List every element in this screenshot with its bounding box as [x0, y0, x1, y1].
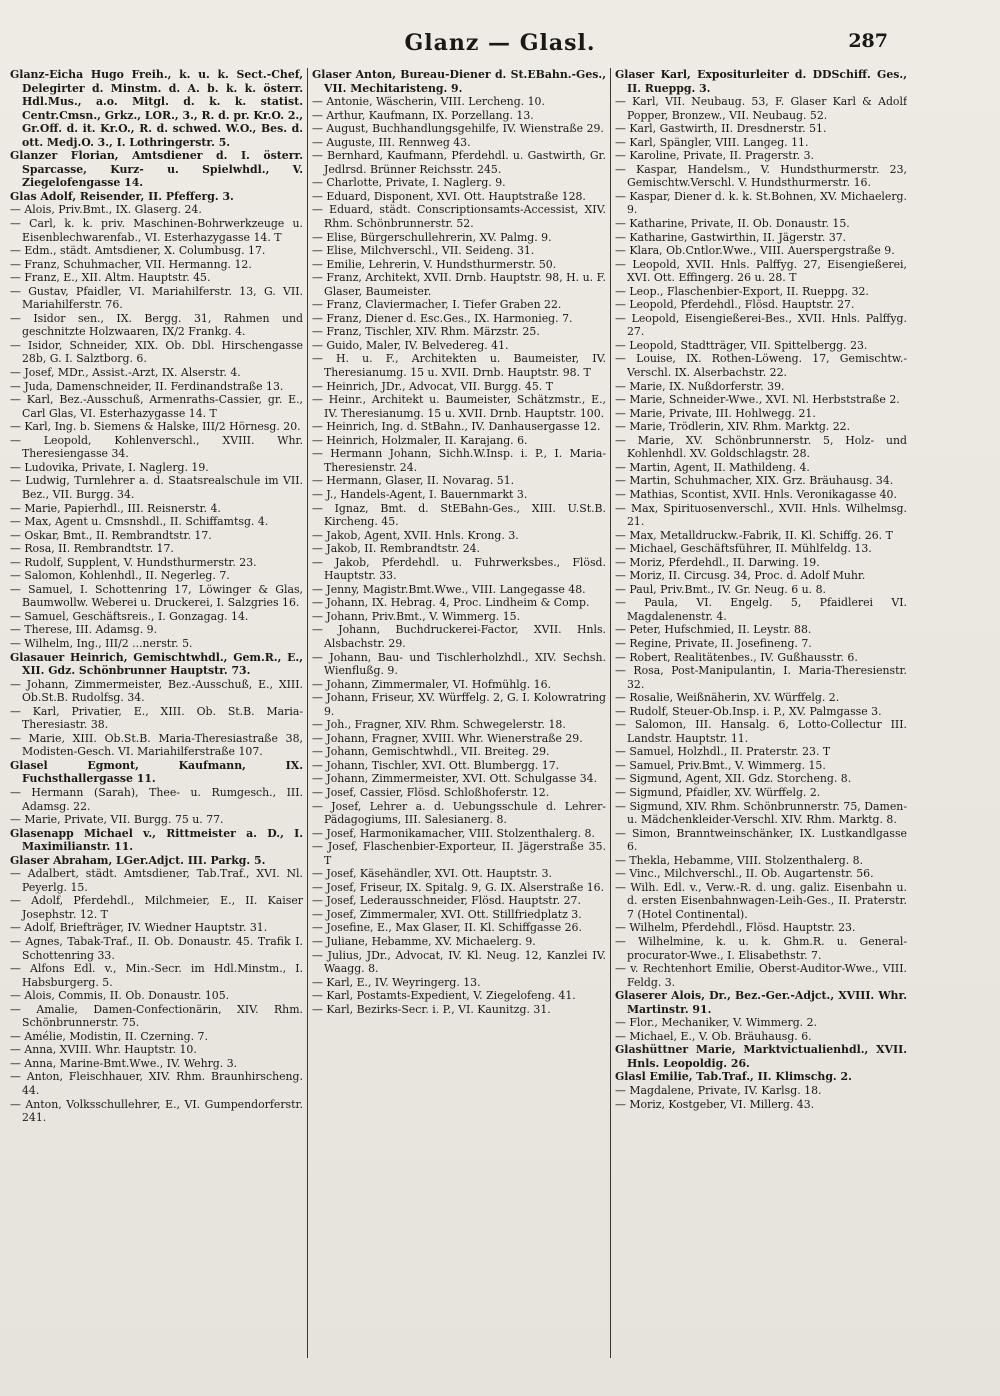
directory-entry: — Josef, Friseur, IX. Spitalg. 9, G. IX. Alserstraße 16. — [312, 880, 605, 894]
directory-entry: — Karl, VII. Neubaug. 53, F. Glaser Karl & Adolf Popper, Bronzew., VII. Neubaug. 52. — [615, 95, 907, 122]
directory-entry: — Marie, IX. Nußdorferstr. 39. — [615, 379, 785, 393]
directory-entry: — Guido, Maler, IV. Belvedereg. 41. — [312, 338, 509, 352]
directory-entry: — Leopold, Eisengießerei-Bes., XVII. Hnls. Palffyg. 27. — [615, 311, 907, 339]
directory-entry: — Wilhelm, Ing., III/2 ...nerstr. 5. — [10, 636, 193, 650]
directory-entry: — Jakob, Pferdehdl. u. Fuhrwerksbes., Flösd. Hauptstr. 33. — [312, 555, 606, 583]
directory-entry: — Sigmund, Pfaidler, XV. Würffelg. 2. — [615, 785, 821, 799]
directory-entry: — Peter, Hufschmied, II. Leystr. 88. — [615, 623, 812, 637]
directory-entry: — H. u. F., Architekten u. Baumeister, IV. Theresianumg. 15 u. XVII. Drnb. Hauptstr. 98. T — [312, 352, 606, 380]
directory-entry: — Karl, Bez.-Ausschuß, Armenraths-Cassier, gr. E., Carl Glas, VI. Esterhazygasse 14. T — [10, 393, 303, 420]
directory-entry: Glasenapp Michael v., Rittmeister a. D., I. Maximilianstr. 11. — [10, 826, 303, 854]
directory-entry: — Leop., Flaschenbier-Export, II. Rueppg. 32. — [615, 284, 869, 298]
directory-entry: — Karl, Bezirks-Secr. i. P., VI. Kaunitzg. 31. — [312, 1002, 551, 1016]
directory-entry: — Josefine, E., Max Glaser, II. Kl. Schiffgasse 26. — [312, 921, 582, 935]
directory-entry: — Salomon, III. Hansalg. 6, Lotto-Collectur III. Landstr. Hauptstr. 11. — [615, 718, 907, 745]
directory-entry: — Vinc., Milchverschl., II. Ob. Augartenstr. 56. — [615, 867, 874, 881]
directory-entry: — Josef, Lederausschneider, Flösd. Hauptstr. 27. — [312, 894, 581, 908]
directory-entry: — Franz, E., XII. Altm. Hauptstr. 45. — [10, 271, 211, 285]
directory-entry: — Moriz, Pferdehdl., II. Darwing. 19. — [615, 555, 820, 569]
directory-entry: — Josef, MDr., Assist.-Arzt, IX. Alserstr. 4. — [10, 366, 241, 380]
directory-entry: — Katharine, Private, II. Ob. Donaustr. 15. — [615, 217, 850, 231]
directory-entry: — Therese, III. Adamsg. 9. — [10, 623, 158, 637]
directory-entry: — Thekla, Hebamme, VIII. Stolzenthalerg. 8. — [615, 853, 864, 867]
directory-entry: — Simon, Branntweinschänker, IX. Lustkandlgasse 6. — [615, 826, 907, 854]
directory-entry: — Kaspar, Handelsm., V. Hundsthurmerstr. 23, Gemischtw.Verschl. V. Hundsthurmerstr. 16. — [615, 162, 907, 190]
directory-entry: — Robert, Realitätenbes., IV. Gußhausstr. 6. — [615, 650, 858, 664]
directory-entry: — Louise, IX. Rothen-Löweng. 17, Gemischtw.-Verschl. IX. Alserbachstr. 22. — [615, 352, 907, 380]
directory-entry: — Jakob, Agent, XVII. Hnls. Krong. 3. — [312, 528, 519, 542]
directory-entry: — Johann, Zimmermaler, VI. Hofmühlg. 16. — [312, 677, 551, 691]
directory-entry: — Karl, Postamts-Expedient, V. Ziegelofeng. 41. — [312, 989, 576, 1003]
directory-entry: — Samuel, Geschäftsreis., I. Gonzagag. 14. — [10, 609, 249, 623]
directory-entry: — Ludwig, Turnlehrer a. d. Staatsrealschule im VII. Bez., VII. Burgg. 34. — [10, 474, 303, 501]
directory-entry: — Leopold, Stadtträger, VII. Spittelbergg. 23. — [615, 338, 868, 352]
directory-entry: — Paula, VI. Engelg. 5, Pfaidlerei VI. Magdalenenstr. 4. — [615, 596, 907, 623]
column-2 — [312, 68, 606, 1368]
column-divider — [307, 68, 308, 1358]
page-number: 287 — [848, 30, 888, 52]
directory-entry: — Elise, Milchverschl., VII. Seideng. 31. — [312, 244, 535, 258]
directory-entry: — Magdalene, Private, IV. Karlsg. 18. — [615, 1084, 822, 1098]
directory-entry: Glashüttner Marie, Marktvictualienhdl., XVII. Hnls. Leopoldig. 26. — [615, 1043, 907, 1070]
directory-entry: — Martin, Agent, II. Mathildeng. 4. — [615, 460, 810, 474]
directory-entry: — Auguste, III. Rennweg 43. — [312, 135, 471, 149]
directory-entry: — Marie, Schneider-Wwe., XVI. Nl. Herbststraße 2. — [615, 393, 900, 407]
directory-entry: — Johann, Friseur, XV. Würffelg. 2, G. I. Kolowratring 9. — [312, 691, 606, 718]
directory-entry: — Agnes, Tabak-Traf., II. Ob. Donaustr. 45. Trafik I. Schottenring 33. — [10, 935, 303, 962]
directory-entry: — Charlotte, Private, I. Naglerg. 9. — [312, 176, 506, 190]
directory-entry: — Johann, Bau- und Tischlerholzhdl., XIV. Sechsh. Wienflußg. 9. — [312, 650, 606, 678]
directory-entry: — Emilie, Lehrerin, V. Hundsthurmerstr. 50. — [312, 257, 557, 271]
directory-entry: — Anton, Fleischhauer, XIV. Rhm. Braunhirscheng. 44. — [10, 1070, 303, 1098]
directory-entry: — Amalie, Damen-Confectionärin, XIV. Rhm. Schönbrunnerstr. 75. — [10, 1002, 303, 1030]
column-3 — [615, 68, 907, 1368]
directory-entry: — Marie, Trödlerin, XIV. Rhm. Marktg. 22. — [615, 420, 851, 434]
directory-entry: — Marie, Private, VII. Burgg. 75 u. 77. — [10, 813, 224, 827]
directory-entry: Glas Adolf, Reisender, II. Pfefferg. 3. — [10, 189, 234, 203]
directory-entry: — Julius, JDr., Advocat, IV. Kl. Neug. 12, Kanzlei IV. Waagg. 8. — [312, 948, 606, 976]
directory-entry: — Regine, Private, II. Josefineng. 7. — [615, 636, 812, 650]
directory-entry: — Heinrich, Ing. d. StBahn., IV. Danhausergasse 12. — [312, 420, 601, 434]
directory-entry: — Isidor, Schneider, XIX. Ob. Dbl. Hirschengasse 28b, G. I. Salztborg. 6. — [10, 338, 303, 366]
directory-entry: — Rosa, Post-Manipulantin, I. Maria-Theresienstr. 32. — [615, 664, 907, 691]
directory-entry: — Josef, Harmonikamacher, VIII. Stolzenthalerg. 8. — [312, 826, 595, 840]
directory-entry: — Antonie, Wäscherin, VIII. Lercheng. 10. — [312, 95, 545, 109]
directory-entry: — Karl, Ing. b. Siemens & Halske, III/2 Hörnesg. 20. — [10, 420, 301, 434]
column-1 — [10, 68, 303, 1368]
directory-entry: — Karl, Gastwirth, II. Dresdnerstr. 51. — [615, 122, 827, 136]
directory-entry: — Franz, Architekt, XVII. Drnb. Hauptstr. 98, H. u. F. Glaser, Baumeister. — [312, 271, 606, 298]
directory-entry: — Alois, Commis, II. Ob. Donaustr. 105. — [10, 989, 230, 1003]
directory-entry: — Josef, Käsehändler, XVI. Ott. Hauptstr. 3. — [312, 867, 552, 881]
directory-entry: — August, Buchhandlungsgehilfe, IV. Wienstraße 29. — [312, 122, 604, 136]
directory-entry: — Karl, Privatier, E., XIII. Ob. St.B. Maria-Theresiastr. 38. — [10, 704, 303, 732]
directory-entry: — Johann, Zimmermeister, XVI. Ott. Schulgasse 34. — [312, 772, 598, 786]
column-divider — [610, 68, 611, 1358]
directory-entry: — Wilh. Edl. v., Verw.-R. d. ung. galiz. Eisenbahn u. d. ersten Eisenbahnwagen-Leih-Ges., II. Praterstr. 7 (Hotel Continental). — [615, 880, 907, 921]
directory-entry: — Eduard, Disponent, XVI. Ott. Hauptstraße 128. — [312, 189, 586, 203]
directory-entry: — Flor., Mechaniker, V. Wimmerg. 2. — [615, 1016, 817, 1030]
directory-entry: — Max, Spirituosenverschl., XVII. Hnls. Wilhelmsg. 21. — [615, 501, 907, 529]
directory-entry: — Karoline, Private, II. Pragerstr. 3. — [615, 149, 814, 163]
directory-entry: — Juliane, Hebamme, XV. Michaelerg. 9. — [312, 935, 536, 948]
directory-entry: — Hermann, Glaser, II. Novarag. 51. — [312, 474, 515, 488]
directory-entry: — Johann, Gemischtwhdl., VII. Breiteg. 29. — [312, 745, 550, 759]
directory-entry: — Arthur, Kaufmann, IX. Porzellang. 13. — [312, 108, 534, 122]
directory-entry: — Edm., städt. Amtsdiener, X. Columbusg. 17. — [10, 244, 266, 258]
directory-entry: — Isidor sen., IX. Bergg. 31, Rahmen und geschnitzte Holzwaaren, IX/2 Frankg. 4. — [10, 311, 303, 339]
directory-entry: — Johann, Tischler, XVI. Ott. Blumbergg. 17. — [312, 758, 560, 772]
directory-entry: — Franz, Diener d. Esc.Ges., IX. Harmonieg. 7. — [312, 311, 573, 325]
directory-entry: — Franz, Tischler, XIV. Rhm. Märzstr. 25. — [312, 325, 540, 339]
directory-entry: — Johann, Zimmermeister, Bez.-Ausschuß, E., XIII. Ob.St.B. Rudolfsg. 34. — [10, 677, 303, 705]
directory-entry: — Ludovika, Private, I. Naglerg. 19. — [10, 460, 209, 474]
directory-entry: — Sigmund, Agent, XII. Gdz. Storcheng. 8. — [615, 772, 852, 786]
directory-entry: — Marie, Papierhdl., III. Reisnerstr. 4. — [10, 501, 221, 515]
directory-entry: Glanz-Eicha Hugo Freih., k. u. k. Sect.-Chef, Delegirter d. Minstm. d. A. b. k. k. österr. Hdl.Mus., a.o. Mitgl. d. k. k. statist. Centr.Cmsn., Grkz., LOR., 3., R. d. pr. Kr.O. 2., Gr.Off. d. it. Kr.O., R. d. schwed. W.O., Bes. d. ott. Medj.O. 3., I. Lothringerstr. 5. — [10, 68, 303, 149]
directory-entry: — Wilhelmine, k. u. k. Ghm.R. u. General-procurator-Wwe., I. Elisabethstr. 7. — [615, 935, 907, 962]
directory-entry: — Johann, Buchdruckerei-Factor, XVII. Hnls. Alsbachstr. 29. — [312, 623, 606, 650]
directory-entry: — Alfons Edl. v., Min.-Secr. im Hdl.Minstm., I. Habsburgerg. 5. — [10, 962, 303, 989]
directory-entry: — Juda, Damenschneider, II. Ferdinandstraße 13. — [10, 379, 284, 393]
directory-entry: — Sigmund, XIV. Rhm. Schönbrunnerstr. 75, Damen- u. Mädchenkleider-Verschl. XIV. Rhm. Marktg. 8. — [615, 799, 907, 827]
directory-entry: — Bernhard, Kaufmann, Pferdehdl. u. Gastwirth, Gr. Jedlrsd. Brünner Reichsstr. 245. — [312, 149, 606, 176]
directory-entry: — Johann, Fragner, XVIII. Whr. Wienerstraße 29. — [312, 731, 583, 745]
directory-entry: — Franz, Claviermacher, I. Tiefer Graben 22. — [312, 298, 562, 312]
directory-entry: — Mathias, Scontist, XVII. Hnls. Veronikagasse 40. — [615, 487, 897, 501]
directory-entry: — Josef, Lehrer a. d. Uebungsschule d. Lehrer-Pädagogiums, III. Salesianerg. 8. — [312, 799, 606, 827]
directory-entry: — J., Handels-Agent, I. Bauernmarkt 3. — [312, 487, 528, 501]
directory-entry: — Marie, XV. Schönbrunnerstr. 5, Holz- und Kohlenhdl. XV. Goldschlagstr. 28. — [615, 433, 907, 461]
directory-entry: — Elise, Bürgerschullehrerin, XV. Palmg. 9. — [312, 230, 552, 244]
directory-entry: — Marie, Private, III. Hohlwegg. 21. — [615, 406, 816, 420]
directory-entry: — Wilhelm, Pferdehdl., Flösd. Hauptstr. 23. — [615, 921, 856, 935]
directory-entry: Glaser Abraham, LGer.Adjct. III. Parkg. 5. — [10, 853, 266, 867]
directory-entry: — Paul, Priv.Bmt., IV. Gr. Neug. 6 u. 8. — [615, 582, 826, 596]
directory-entry: — Anna, XVIII. Whr. Hauptstr. 10. — [10, 1043, 197, 1057]
directory-entry: — Michael, E., V. Ob. Bräuhausg. 6. — [615, 1029, 812, 1043]
directory-entry: — Leopold, Pferdehdl., Flösd. Hauptstr. 27. — [615, 298, 855, 312]
directory-entry: — Alois, Priv.Bmt., IX. Glaserg. 24. — [10, 203, 202, 217]
directory-entry: — Jenny, Magistr.Bmt.Wwe., VIII. Langegasse 48. — [312, 582, 586, 596]
directory-entry: — Samuel, Holzhdl., II. Praterstr. 23. T — [615, 745, 831, 759]
directory-entry: — Rosa, II. Rembrandtstr. 17. — [10, 542, 174, 556]
directory-entry: — Johann, IX. Hebrag. 4, Proc. Lindheim & Comp. — [312, 596, 590, 610]
directory-entry: — Eduard, städt. Conscriptionsamts-Accessist, XIV. Rhm. Schönbrunnerstr. 52. — [312, 203, 606, 231]
directory-entry: — Karl, Spängler, VIII. Langeg. 11. — [615, 135, 809, 149]
directory-entry: — Heinrich, Holzmaler, II. Karajang. 6. — [312, 433, 528, 447]
directory-entry: — Rosalie, Weißnäherin, XV. Würffelg. 2. — [615, 691, 840, 705]
directory-entry: — Johann, Priv.Bmt., V. Wimmerg. 15. — [312, 609, 521, 623]
directory-entry: — Rudolf, Steuer-Ob.Insp. i. P., XV. Palmgasse 3. — [615, 704, 882, 718]
directory-entry: Glaser Anton, Bureau-Diener d. St.EBahn.-Ges., VII. Mechitaristeng. 9. — [312, 68, 606, 95]
directory-entry: — Franz, Schuhmacher, VII. Hermanng. 12. — [10, 257, 252, 271]
directory-entry: — Rudolf, Supplent, V. Hundsthurmerstr. 23. — [10, 555, 257, 569]
directory-entry: — Joh., Fragner, XIV. Rhm. Schwegelerstr. 18. — [312, 718, 566, 732]
directory-entry: — Samuel, I. Schottenring 17, Löwinger & Glas, Baumwollw. Weberei u. Druckerei, I. Salzgries 16. — [10, 582, 303, 610]
directory-entry: — Moriz, II. Circusg. 34, Proc. d. Adolf Muhr. — [615, 569, 866, 583]
directory-entry: — Oskar, Bmt., II. Rembrandtstr. 17. — [10, 528, 212, 542]
directory-entry: — Gustav, Pfaidler, VI. Mariahilferstr. 13, G. VII. Mariahilferstr. 76. — [10, 284, 303, 312]
directory-entry: — Jakob, II. Rembrandtstr. 24. — [312, 542, 481, 556]
directory-entry: Glaser Karl, Expositurleiter d. DDSchiff. Ges., II. Rueppg. 3. — [615, 68, 907, 95]
directory-entry: — Max, Agent u. Cmsnshdl., II. Schiffamtsg. 4. — [10, 515, 269, 529]
directory-entry: Glasauer Heinrich, Gemischtwhdl., Gem.R., E., XII. Gdz. Schönbrunner Hauptstr. 73. — [10, 650, 303, 678]
directory-entry: — Salomon, Kohlenhdl., II. Negerleg. 7. — [10, 569, 230, 583]
directory-entry: — Karl, E., IV. Weyringerg. 13. — [312, 975, 481, 989]
directory-entry: — Adolf, Pferdehdl., Milchmeier, E., II. Kaiser Josephstr. 12. T — [10, 894, 303, 921]
directory-entry: — Adolf, Briefträger, IV. Wiedner Hauptstr. 31. — [10, 921, 268, 935]
directory-entry: — Michael, Geschäftsführer, II. Mühlfeldg. 13. — [615, 542, 872, 556]
directory-entry: — Leopold, Kohlenverschl., XVIII. Whr. Theresiengasse 34. — [10, 433, 303, 461]
directory-entry: — Hermann (Sarah), Thee- u. Rumgesch., III. Adamsg. 22. — [10, 785, 303, 813]
directory-entry: — Anna, Marine-Bmt.Wwe., IV. Wehrg. 3. — [10, 1056, 238, 1070]
directory-entry: — Heinr., Architekt u. Baumeister, Schätzmstr., E., IV. Theresianumg. 15 u. XVII. Drnb. Hauptstr. 100. — [312, 393, 606, 420]
directory-entry: — Kaspar, Diener d. k. k. St.Bohnen, XV. Michaelerg. 9. — [615, 189, 907, 217]
directory-entry: — Moriz, Kostgeber, VI. Millerg. 43. — [615, 1097, 815, 1111]
page-header — [0, 30, 1000, 62]
directory-entry: — Carl, k. k. priv. Maschinen-Bohrwerkzeuge u. Eisenblechwarenfab., VI. Esterhazygasse 14. T — [10, 217, 303, 244]
directory-entry: — Anton, Volksschullehrer, E., VI. Gumpendorferstr. 241. — [10, 1097, 303, 1125]
directory-entry: — Amélie, Modistin, II. Czerning. 7. — [10, 1029, 208, 1043]
directory-entry: — Heinrich, JDr., Advocat, VII. Burgg. 45. T — [312, 379, 553, 393]
directory-entry: — Samuel, Priv.Bmt., V. Wimmerg. 15. — [615, 758, 826, 772]
directory-entry: Glanzer Florian, Amtsdiener d. I. österr. Sparcasse, Kurz- u. Spielwhdl., V. Ziegelofengasse 14. — [10, 149, 303, 190]
directory-entry: — Josef, Zimmermaler, XVI. Ott. Stillfriedplatz 3. — [312, 907, 582, 921]
directory-entry: — Hermann Johann, Sichh.W.Insp. i. P., I. Maria-Theresienstr. 24. — [312, 447, 606, 474]
directory-entry: — v. Rechtenhort Emilie, Oberst-Auditor-Wwe., VIII. Feldg. 3. — [615, 962, 907, 989]
directory-entry: — Katharine, Gastwirthin, II. Jägerstr. 37. — [615, 230, 847, 244]
directory-entry: — Max, Metalldruckw.-Fabrik, II. Kl. Schiffg. 26. T — [615, 528, 893, 542]
directory-entry: Glasl Emilie, Tab.Traf., II. Klimschg. 2. — [615, 1070, 852, 1084]
directory-entry: — Ignaz, Bmt. d. StEBahn-Ges., XIII. U.St.B. Kircheng. 45. — [312, 501, 606, 529]
directory-entry: Glasel Egmont, Kaufmann, IX. Fuchsthallergasse 11. — [10, 758, 303, 786]
directory-entry: Glaserer Alois, Dr., Bez.-Ger.-Adjct., XVIII. Whr. Martinstr. 91. — [615, 989, 907, 1016]
directory-entry: — Martin, Schuhmacher, XIX. Grz. Bräuhausg. 34. — [615, 474, 894, 488]
running-title: Glanz — Glasl. — [404, 30, 596, 56]
directory-entry: — Marie, XIII. Ob.St.B. Maria-Theresiastraße 38, Modisten-Gesch. VI. Mariahilferstraße 107. — [10, 731, 303, 759]
directory-entry: — Klara, Ob.Cntlor.Wwe., VIII. Auerspergstraße 9. — [615, 244, 895, 258]
directory-entry: — Adalbert, städt. Amtsdiener, Tab.Traf., XVI. Nl. Peyerlg. 15. — [10, 867, 303, 894]
directory-entry: — Leopold, XVII. Hnls. Palffyg. 27, Eisengießerei, XVI. Ott. Effingerg. 26 u. 28. T — [615, 257, 907, 285]
directory-entry: — Josef, Cassier, Flösd. Schloßhoferstr. 12. — [312, 785, 550, 799]
directory-entry: — Josef, Flaschenbier-Exporteur, II. Jägerstraße 35. T — [312, 840, 606, 867]
